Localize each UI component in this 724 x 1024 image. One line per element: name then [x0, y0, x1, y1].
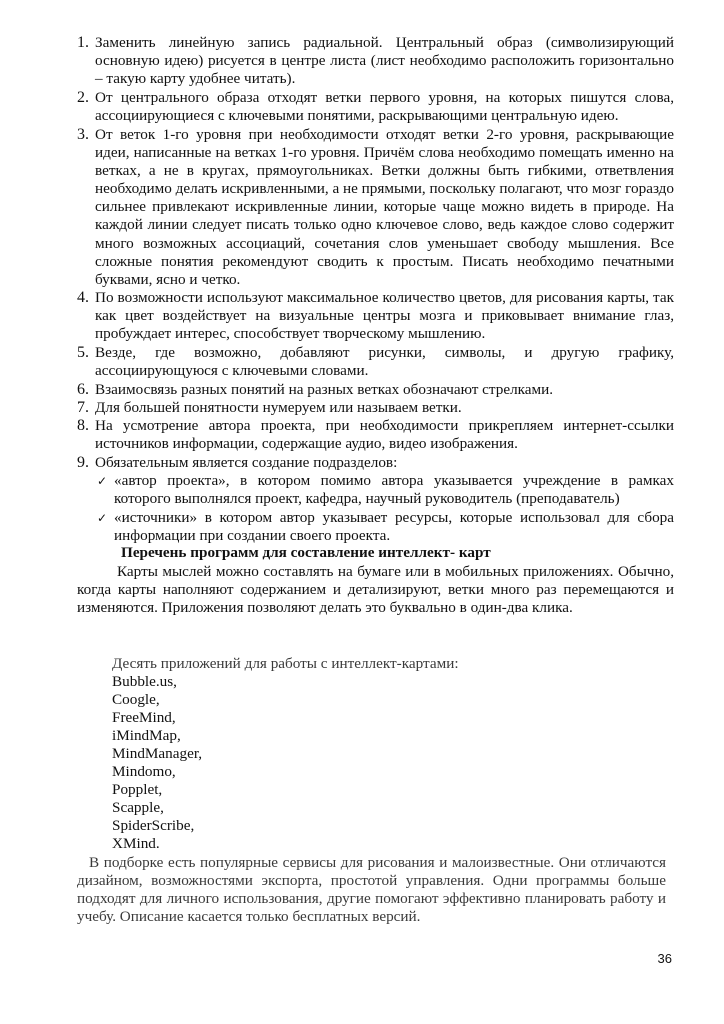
sublist-item: «автор проекта», в котором помимо автора указывается учреждение в рамках которого выполнялся проект, кафедра, научный руководитель (преподаватель) [114, 472, 674, 508]
list-number: 8. [77, 417, 89, 434]
list-number: 4. [77, 289, 89, 306]
app-item: Mindomo, [112, 763, 176, 780]
list-number: 3. [77, 126, 89, 143]
list-item: Обязательным является создание подразделов: [95, 454, 398, 471]
app-item: XMind. [112, 835, 160, 852]
list-item: Везде, где возможно, добавляют рисунки, символы, и другую графику, ассоциирующуюся с ключевыми словами. [95, 344, 674, 380]
page-number: 36 [657, 951, 672, 966]
list-number: 7. [77, 399, 89, 416]
sublist-item: «источники» в котором автор указывает ресурсы, которые использовал для сбора информации при создании своего проекта. [114, 509, 674, 545]
section-heading: Перечень программ для составление интеллект- карт [121, 544, 491, 561]
app-item: MindManager, [112, 745, 203, 762]
list-item: Взаимосвязь разных понятий на разных ветках обозначают стрелками. [95, 381, 554, 398]
closing-paragraph: В подборке есть популярные сервисы для рисования и малоизвестные. Они отличаются дизайном, возможностями экспорта, простотой управления. Одни программы больше подходят для личного использования, другие помогают эффективно планировать работу и учебу. Описание касается только бесплатных версий. [77, 854, 666, 926]
app-item: Bubble.us, [112, 673, 177, 690]
list-number: 1. [77, 34, 89, 51]
list-item: От центрального образа отходят ветки первого уровня, на которых пишутся слова, ассоциирующиеся с ключевыми понятими, раскрывающими центральную идею. [95, 89, 674, 125]
list-number: 5. [77, 344, 89, 361]
app-item: iMindMap, [112, 727, 181, 744]
list-item: От веток 1-го уровня при необходимости отходят ветки 2-го уровня, раскрывающие идеи, написанные на ветках 1-го уровня. Причём слова необходимо помещать именно на ветках, а не в кругах, прямоугольниках. Ветки должны быть гибкими, ответвления необходимо делать искривленными, а не прямыми, поскольку полагают, что мозг гораздо сильнее привлекают искривленные линии, которые чаще можно видеть в природе. На каждой линии следует писать только одно ключевое слово, ведь каждое слово содержит много возможных ассоциаций, сочетания слов уменьшает свободу мышления. Все сложные понятия рекомендуют сводить к простым. Писать необходимо печатными буквами, ясно и четко. [95, 126, 674, 288]
list-number: 2. [77, 89, 89, 106]
checkmark-icon: ✓ [97, 474, 108, 488]
list-number: 6. [77, 381, 89, 398]
list-item: На усмотрение автора проекта, при необходимости прикрепляем интернет-ссылки источников информации, содержащие аудио, видео изображения. [95, 417, 674, 453]
app-item: Popplet, [112, 781, 163, 798]
app-item: Coogle, [112, 691, 160, 708]
app-item: FreeMind, [112, 709, 176, 726]
list-item: Заменить линейную запись радиальной. Центральный образ (символизирующий основную идею) рисуется в центре листа (лист необходимо расположить горизонтально – такую карту удобнее читать). [95, 34, 674, 88]
list-item: Для большей понятности нумеруем или называем ветки. [95, 399, 462, 416]
app-item: SpiderScribe, [112, 817, 195, 834]
app-item: Scapple, [112, 799, 164, 816]
list-item: По возможности используют максимальное количество цветов, для рисования карты, так как цвет воздействует на визуальные центры мозга и приковывает внимание глаз, пробуждает интерес, способствует творческому мышлению. [95, 289, 674, 343]
checkmark-icon: ✓ [97, 511, 108, 525]
intro-paragraph: Карты мыслей можно составлять на бумаге или в мобильных приложениях. Обычно, когда карты наполняют содержанием и детализируют, ветки много раз перемещаются и изменяются. Приложения позволяют делать это буквально в один-два клика. [77, 563, 674, 617]
list-number: 9. [77, 454, 89, 471]
apps-title: Десять приложений для работы с интеллект-картами: [112, 655, 459, 672]
